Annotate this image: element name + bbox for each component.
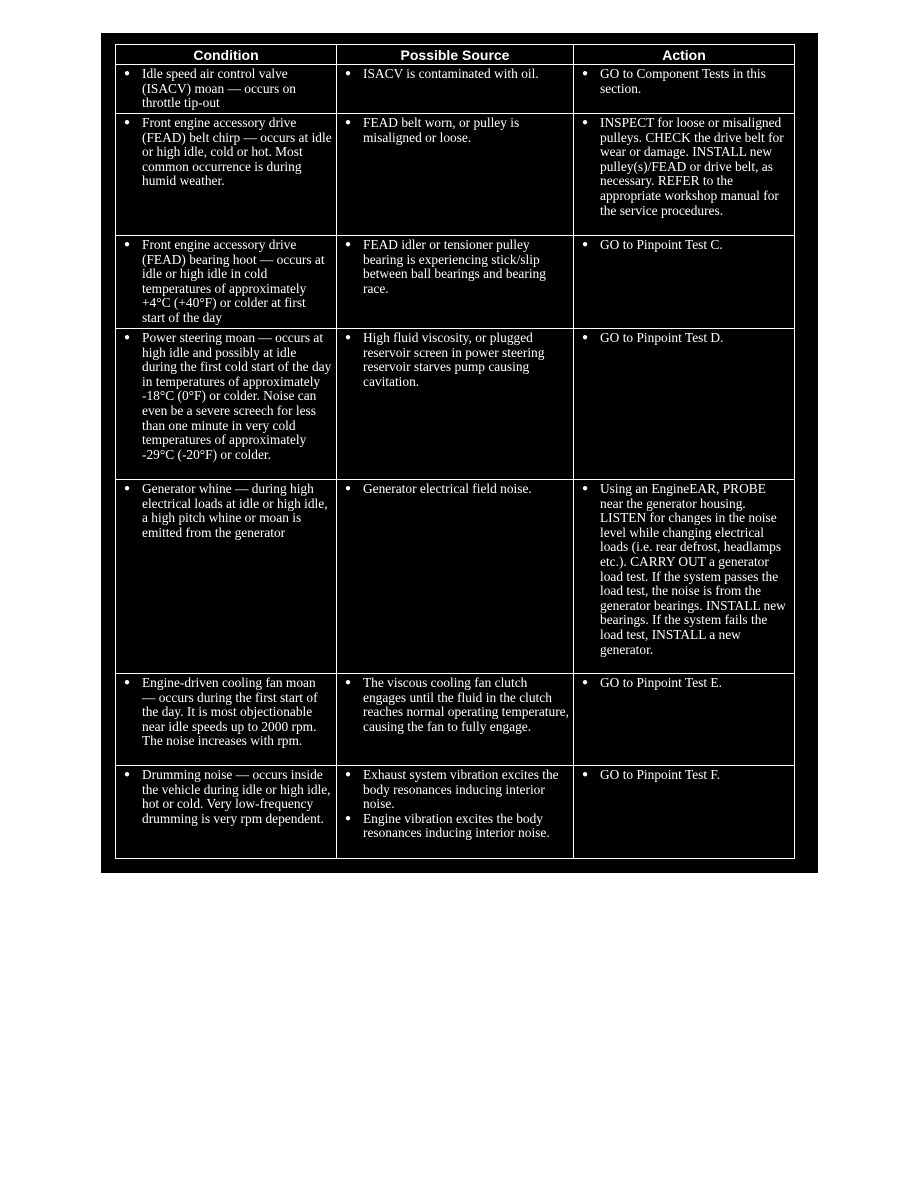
- condition-text: Idle speed air control valve (ISACV) moan — occurs on throttle tip-out: [142, 66, 296, 111]
- condition-text: Power steering moan — occurs at high idle and possibly at idle during the first cold start of the day in temperatures of approximately -18°C (0°F) or colder. Noise can even be a severe screech for less than one minute in very cold temperatures of approximately -29°C (-20°F) or colder.: [142, 330, 332, 462]
- scanned-page: [101, 33, 818, 873]
- action-cell: [574, 114, 795, 236]
- bullet-icon: ●: [345, 239, 352, 250]
- condition-text: Front engine accessory drive (FEAD) belt chirp — occurs at idle or high idle, cold or hot. Most common occurrence is during humid weather.: [142, 115, 332, 189]
- source-cell: [337, 674, 574, 766]
- bullet-icon: ●: [345, 812, 352, 824]
- header-possible-source: Possible Source: [337, 45, 574, 65]
- table-row: [116, 329, 795, 480]
- action-cell: [574, 766, 795, 859]
- source-text: Generator electrical field noise.: [363, 481, 532, 496]
- bullet-icon: ●: [124, 677, 131, 688]
- bullet-icon: ●: [124, 117, 131, 128]
- action-cell: [574, 65, 795, 114]
- bullet-icon: ●: [124, 332, 131, 343]
- bullet-icon: ●: [582, 239, 589, 250]
- action-cell: [574, 674, 795, 766]
- condition-text: Front engine accessory drive (FEAD) bearing hoot — occurs at idle or high idle in cold temperatures of approximately +4°C (+40°F) or colder at first start of the day: [142, 237, 325, 325]
- header-condition: Condition: [116, 45, 337, 65]
- action-text: GO to Pinpoint Test D.: [600, 330, 724, 345]
- action-cell: [574, 329, 795, 480]
- header-action: Action: [574, 45, 795, 65]
- condition-text: Engine-driven cooling fan moan — occurs during the first start of the day. It is most objectionable near idle speeds up to 2000 rpm. The noise increases with rpm.: [142, 675, 318, 749]
- action-text: Using an EngineEAR, PROBE near the generator housing. LISTEN for changes in the noise level while changing electrical loads (i.e. rear defrost, headlamps etc.). CARRY OUT a generator load test. If the system passes the load test, the noise is from the generator bearings. INSTALL new bearings. If the system fails the load test, INSTALL a new generator.: [600, 481, 786, 657]
- bullet-icon: ●: [582, 483, 589, 494]
- source-text: The viscous cooling fan clutch engages until the fluid in the clutch reaches normal operating temperature, causing the fan to fully engage.: [363, 675, 569, 734]
- source-cell: [337, 480, 574, 674]
- condition-cell: [116, 236, 337, 329]
- diagnosis-table: [115, 44, 795, 859]
- action-text: GO to Pinpoint Test E.: [600, 675, 722, 690]
- source-cell: [337, 329, 574, 480]
- source-text: ISACV is contaminated with oil.: [363, 66, 539, 81]
- table-row: [116, 480, 795, 674]
- bullet-icon: ●: [345, 677, 352, 688]
- source-text: Exhaust system vibration excites the body resonances inducing interior noise.: [363, 767, 559, 812]
- table-row: [116, 236, 795, 329]
- bullet-icon: ●: [124, 483, 131, 494]
- action-text: INSPECT for loose or misaligned pulleys. CHECK the drive belt for wear or damage. INSTALL new pulley(s)/FEAD or drive belt, as necessary. REFER to the appropriate workshop manual for the service procedures.: [600, 115, 784, 218]
- condition-cell: [116, 65, 337, 114]
- condition-cell: [116, 329, 337, 480]
- table-row: [116, 65, 795, 114]
- condition-cell: [116, 114, 337, 236]
- table-row: [116, 114, 795, 236]
- action-text: GO to Pinpoint Test C.: [600, 237, 723, 252]
- source-text: Engine vibration excites the body resonances inducing interior noise.: [363, 810, 550, 841]
- bullet-icon: ●: [582, 68, 589, 79]
- condition-text: Drumming noise — occurs inside the vehicle during idle or high idle, hot or cold. Very low-frequency drumming is very rpm dependent.: [142, 767, 331, 826]
- bullet-icon: ●: [124, 68, 131, 79]
- condition-cell: [116, 674, 337, 766]
- source-text: FEAD idler or tensioner pulley bearing is experiencing stick/slip between ball bearings and bearing race.: [363, 237, 546, 296]
- bullet-icon: ●: [582, 769, 589, 780]
- action-text: GO to Component Tests in this section.: [600, 66, 766, 96]
- bullet-icon: ●: [582, 332, 589, 343]
- condition-cell: [116, 480, 337, 674]
- bullet-icon: ●: [345, 117, 352, 128]
- condition-cell: [116, 766, 337, 859]
- source-cell: [337, 766, 574, 859]
- source-text: High fluid viscosity, or plugged reservoir screen in power steering reservoir starves pump causing cavitation.: [363, 330, 545, 389]
- bullet-icon: ●: [345, 68, 352, 79]
- bullet-icon: ●: [124, 239, 131, 250]
- header-row: [116, 45, 795, 65]
- action-cell: [574, 480, 795, 674]
- bullet-icon: ●: [345, 483, 352, 494]
- bullet-icon: ●: [582, 117, 589, 128]
- table-row: [116, 674, 795, 766]
- table-row: [116, 766, 795, 859]
- bullet-icon: ●: [345, 332, 352, 343]
- action-text: GO to Pinpoint Test F.: [600, 767, 721, 782]
- source-cell: [337, 65, 574, 114]
- source-text: FEAD belt worn, or pulley is misaligned or loose.: [363, 115, 520, 145]
- source-cell: [337, 236, 574, 329]
- action-cell: [574, 236, 795, 329]
- condition-text: Generator whine — during high electrical loads at idle or high idle, a high pitch whine or moan is emitted from the generator: [142, 481, 328, 540]
- source-cell: [337, 114, 574, 236]
- bullet-icon: ●: [124, 769, 131, 780]
- bullet-icon: ●: [582, 677, 589, 688]
- bullet-icon: ●: [345, 769, 352, 780]
